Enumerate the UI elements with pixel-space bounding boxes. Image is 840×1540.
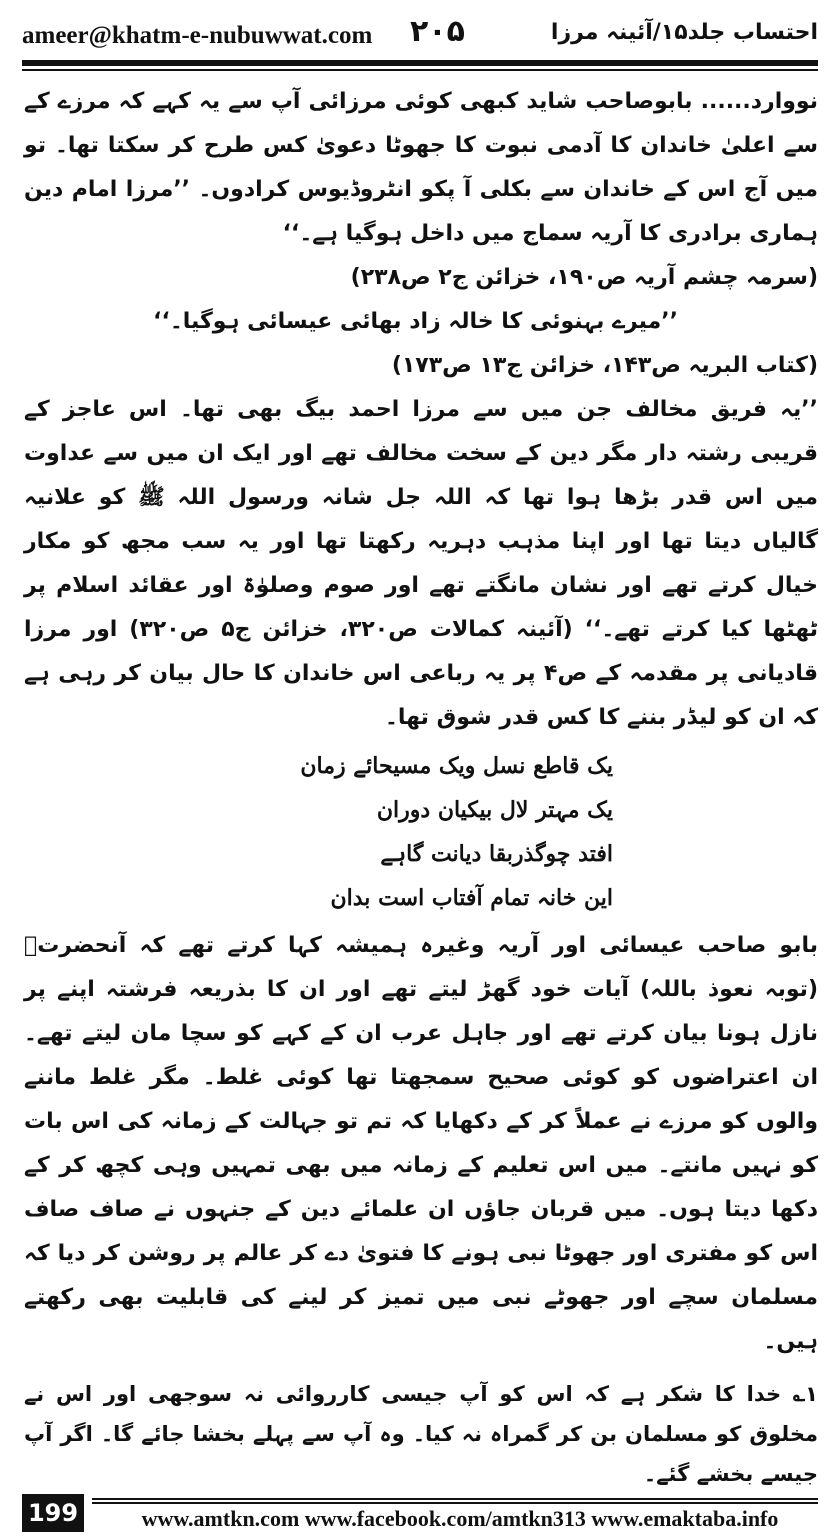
footer-page-number: 199 (22, 1494, 84, 1532)
paragraph-opponents-quote: ’’یہ فریق مخالف جن میں سے مرزا احمد بیگ بھی تھا۔ اس عاجز کے قریبی رشتہ دار مگر دین کے سخت مخالف تھے اور ایک ان میں سے عداوت میں اس قدر بڑھا ہوا تھا کہ اللہ جل شانہ ورسول اللہ ﷺ کو علانیہ گالیاں دیتا تھا اور اپنا مذہب دہریہ رکھتا تھا اور یہ سب مجھ کو مکار خیال کرتے تھے اور نشان مانگتے تھے اور صوم وصلوٰۃ اور عقائد اسلام پر ٹھٹھا کیا کرتے تھے۔‘‘ (آئینہ کمالات ص۳۲۰، خزائن ج۵ ص۳۲۰) اور مرزا قادیانی پر مقدمہ کے ص۴ پر یہ رباعی اس خاندان کا حال بیان کر رہی ہے کہ ان کو لیڈر بننے کا کس قدر شوق تھا۔ (24, 397, 818, 730)
header-email: ameer@khatm-e-nubuwwat.com (22, 22, 373, 49)
rubai-poem (24, 744, 818, 920)
poem-line: این خانہ تمام آفتاب است بدان (330, 885, 613, 911)
footer-rule (92, 1502, 818, 1504)
footer-website-links: www.amtkn.com www.facebook.com/amtkn313 www.emaktaba.info (141, 1506, 779, 1531)
page-header (22, 14, 818, 54)
header-rule-thick (22, 60, 818, 66)
citation-surma: (سرمہ چشم آریہ ص۱۹۰، خزائن ج۲ ص۲۳۸) (350, 265, 818, 290)
poem-line: افتد چوگذربقا دیانت گاہے (380, 841, 613, 867)
quote-brother-in-law: ’’میرے بہنوئی کا خالہ زاد بھائی عیسائی ہوگیا۔‘‘ (153, 309, 678, 334)
footer-rule (92, 1498, 818, 1500)
paragraph-babu-sahib: بابو صاحب عیسائی اور آریہ وغیرہ ہمیشہ کہا کرتے تھے کہ آنحضرتؐ (توبہ نعوذ باللہ) آیات خود گھڑ لیتے تھے اور ان کا بذریعہ فرشتہ اپنے پر نازل ہونا بیان کرتے تھے اور جاہل عرب ان کے کہے کو سچا مان لیتے تھے۔ ان اعتراضوں کو کوئی صحیح سمجھتا تھا کوئی غلط۔ مگر غلط ماننے والوں کو مرزے نے عملاً کر کے دکھایا کہ تم تو جہالت کے زمانہ کی اس بات کو نہیں مانتے۔ میں اس تعلیم کے زمانہ میں بھی تمہیں وہی کچھ کر کے دکھا دیتا ہوں۔ میں قربان جاؤں ان علمائے دین کے جنہوں نے صاف صاف اس کو مفتری اور جھوٹا نبی ہونے کا فتویٰ دے کر عالم پر روشن کر دیا کہ مسلمان سچے اور جھوٹے نبی میں تمیز کر لینے کی قابلیت بھی رکھتے ہیں۔ (24, 933, 818, 1354)
footnote: ۱؎ خدا کا شکر ہے کہ اس کو آپ جیسی کارروائی نہ سوجھی اور اس نے مخلوق کو مسلمان بن کر گمراہ نہ کیا۔ وہ آپ سے پہلے بخشا جائے گا۔ اگر آپ جیسے بخشے گئے۔ (24, 1382, 818, 1486)
paragraph-intro: نووارد...... بابوصاحب شاید کبھی کوئی مرزائی آپ سے یہ کہے کہ مرزے کے سے اعلیٰ خاندان کا آدمی نبوت کا جھوٹا دعویٰ کس طرح کر سکتا تھا۔ تو میں آج اس کے خاندان سے بکلی آ پکو انٹروڈیوس کرادوں۔ ’’مرزا امام دین ہماری برادری کا آریہ سماج میں داخل ہوگیا ہے۔‘‘ (24, 89, 818, 246)
header-book-title: احتساب جلد۱۵/آئینہ مرزا (550, 20, 818, 45)
page-body (24, 80, 818, 1494)
poem-line: یک مہتر لال بیکیان دوران (376, 797, 613, 823)
header-rule-thin (22, 69, 818, 71)
poem-line: یک قاطع نسل ویک مسیحائے زمان (300, 753, 613, 779)
header-page-number: ۲۰۵ (410, 14, 465, 49)
page-footer (22, 1494, 818, 1534)
citation-kitab-ul-bariyya: (کتاب البریہ ص۱۴۳، خزائن ج۱۳ ص۱۷۳) (391, 353, 818, 378)
